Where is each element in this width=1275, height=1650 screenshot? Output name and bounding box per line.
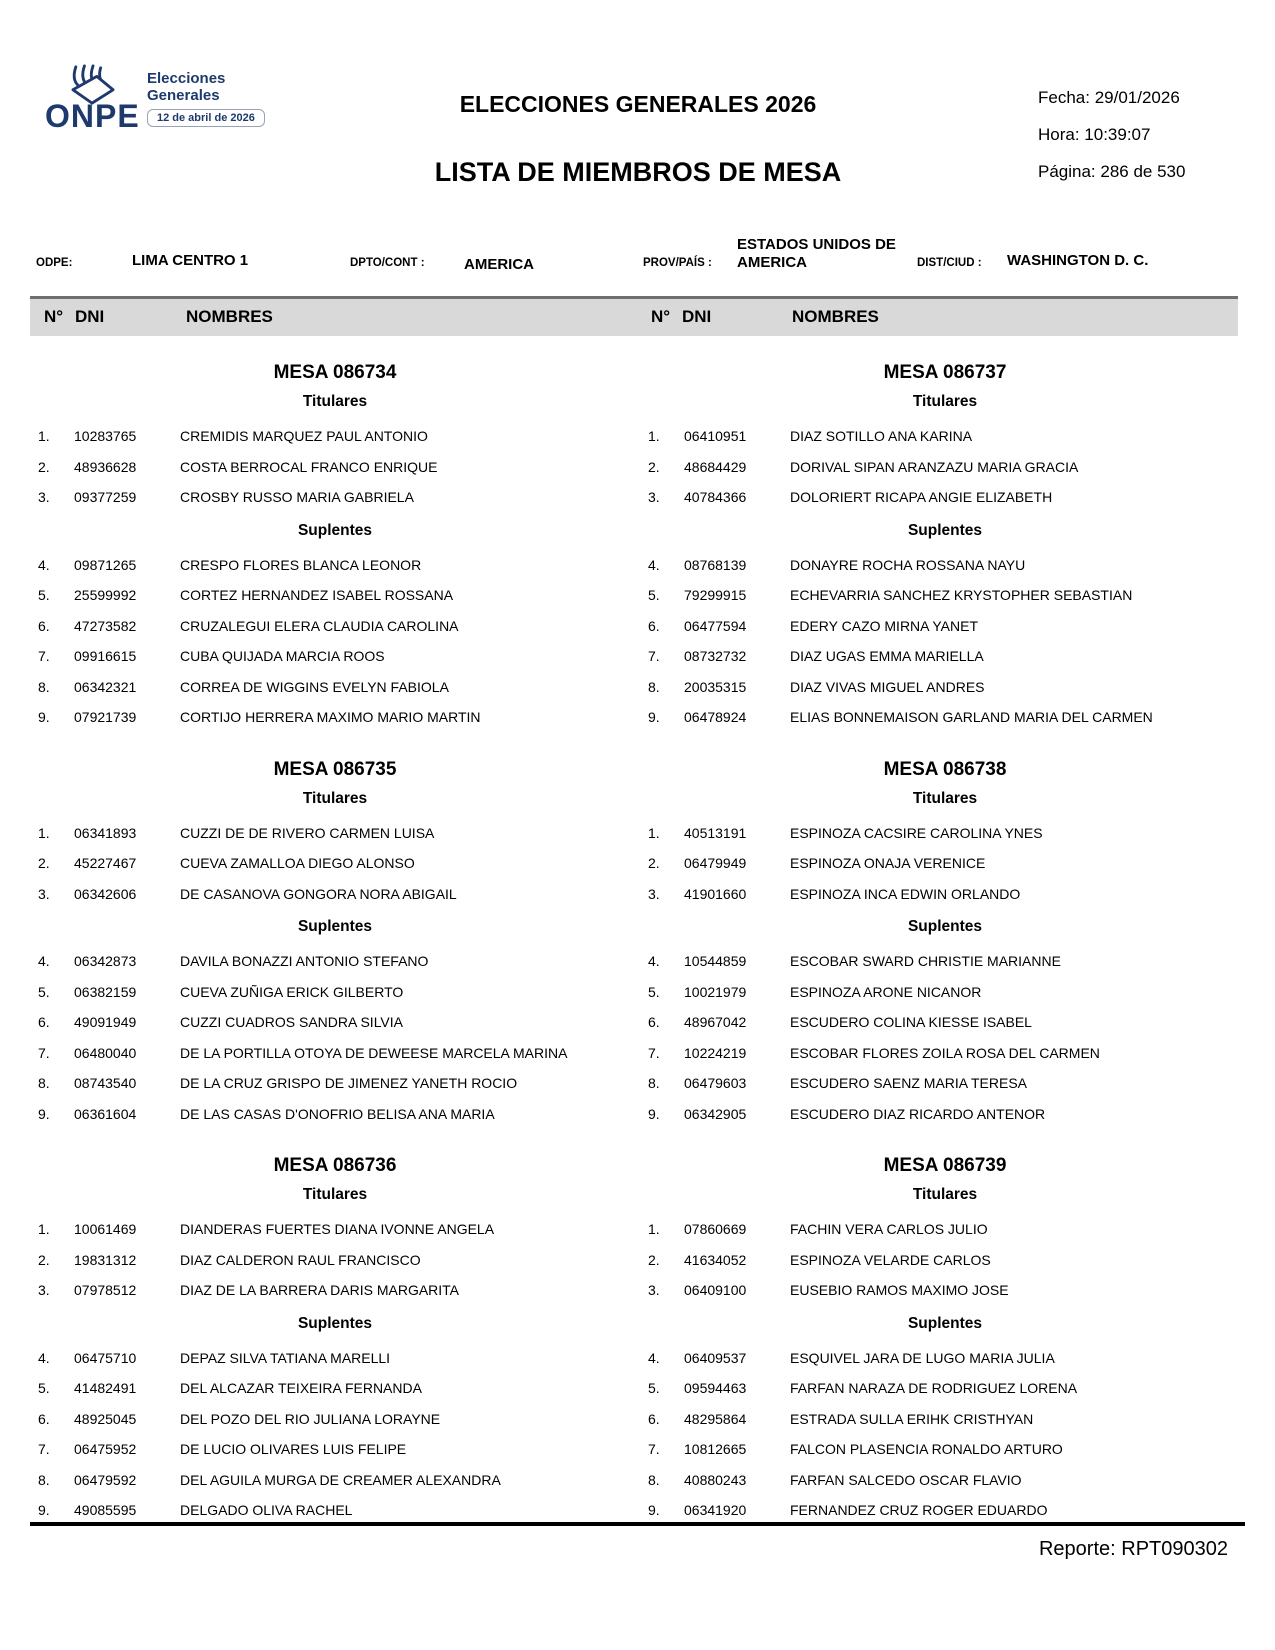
member-dni: 48925045 xyxy=(74,1410,137,1427)
member-row xyxy=(30,482,640,513)
member-dni: 06341920 xyxy=(684,1502,747,1519)
member-row xyxy=(640,879,1250,910)
odpe-label: ODPE: xyxy=(36,257,73,269)
member-dni: 25599992 xyxy=(74,587,137,604)
onpe-wordmark: ONPE xyxy=(45,98,140,134)
member-dni: 06479592 xyxy=(74,1471,137,1488)
col-header-dni: DNI xyxy=(75,307,105,326)
member-row xyxy=(640,977,1250,1008)
member-row xyxy=(640,1373,1250,1404)
member-row xyxy=(640,550,1250,581)
member-name: ESPINOZA CACSIRE CAROLINA YNES xyxy=(790,824,1043,841)
member-name: DE CASANOVA GONGORA NORA ABIGAIL xyxy=(180,885,457,902)
titulares-label: Titulares xyxy=(912,789,978,807)
member-name: ESPINOZA ONAJA VERENICE xyxy=(790,855,986,872)
member-name: ESCUDERO DIAZ RICARDO ANTENOR xyxy=(790,1105,1046,1122)
member-number: 1. xyxy=(38,824,50,841)
member-name: DEL ALCAZAR TEIXEIRA FERNANDA xyxy=(180,1380,422,1397)
member-name: DIANDERAS FUERTES DIANA IVONNE ANGELA xyxy=(180,1221,495,1238)
member-dni: 06475710 xyxy=(74,1349,137,1366)
member-row xyxy=(30,1007,640,1038)
member-dni: 07921739 xyxy=(74,709,137,726)
titulares-label: Titulares xyxy=(302,393,368,410)
mesa-column-right xyxy=(640,336,1250,1526)
member-dni: 48684429 xyxy=(684,458,747,475)
member-number: 1. xyxy=(38,428,50,445)
member-number: 9. xyxy=(38,709,50,726)
member-name: DONAYRE ROCHA ROSSANA NAYU xyxy=(790,556,1026,573)
member-name: DAVILA BONAZZI ANTONIO STEFANO xyxy=(180,953,429,970)
member-dni: 06475952 xyxy=(74,1441,137,1458)
member-row xyxy=(640,702,1250,733)
member-row xyxy=(640,1245,1250,1276)
member-dni: 08732732 xyxy=(684,648,747,665)
member-number: 1. xyxy=(648,1221,660,1238)
member-number: 7. xyxy=(648,1044,660,1061)
member-dni: 07978512 xyxy=(74,1282,137,1299)
member-number: 4. xyxy=(648,556,660,573)
member-name: FALCON PLASENCIA RONALDO ARTURO xyxy=(790,1441,1063,1458)
member-number: 5. xyxy=(648,1380,660,1397)
member-name: ELIAS BONNEMAISON GARLAND MARIA DEL CARMEN xyxy=(790,709,1153,726)
member-dni: 48295864 xyxy=(684,1410,747,1427)
member-dni: 40784366 xyxy=(684,489,747,506)
member-dni: 09916615 xyxy=(74,648,137,665)
report-code: Reporte: RPT090302 xyxy=(1038,1538,1228,1560)
logo-subtitle xyxy=(147,70,287,127)
titulares-label: Titulares xyxy=(912,1186,978,1203)
onpe-logo xyxy=(45,62,295,152)
member-dni: 06382159 xyxy=(74,983,137,1000)
member-number: 2. xyxy=(648,855,660,872)
member-row xyxy=(30,1214,640,1245)
member-number: 3. xyxy=(38,1282,50,1299)
member-row xyxy=(640,848,1250,879)
member-row xyxy=(640,946,1250,977)
mesa-block xyxy=(640,1129,1250,1526)
member-row xyxy=(30,946,640,977)
member-number: 5. xyxy=(648,983,660,1000)
mesa-title: MESA 086737 xyxy=(883,362,1007,383)
member-number: 4. xyxy=(38,1349,50,1366)
member-number: 5. xyxy=(38,1380,50,1397)
member-name: ESCOBAR FLORES ZOILA ROSA DEL CARMEN xyxy=(790,1044,1100,1061)
member-row xyxy=(30,421,640,452)
member-name: EUSEBIO RAMOS MAXIMO JOSE xyxy=(790,1282,1009,1299)
member-row xyxy=(30,818,640,849)
odpe-value: LIMA CENTRO 1 xyxy=(132,252,249,269)
member-dni: 06478924 xyxy=(684,709,747,726)
member-number: 8. xyxy=(38,678,50,695)
member-number: 4. xyxy=(38,953,50,970)
member-row xyxy=(640,421,1250,452)
member-dni: 41634052 xyxy=(684,1251,747,1268)
member-name: CRUZALEGUI ELERA CLAUDIA CAROLINA xyxy=(180,617,459,634)
member-number: 9. xyxy=(648,709,660,726)
col-header-nombres: NOMBRES xyxy=(792,307,879,326)
member-number: 6. xyxy=(38,617,50,634)
member-name: COSTA BERROCAL FRANCO ENRIQUE xyxy=(180,458,438,475)
member-row xyxy=(30,977,640,1008)
member-name: FERNANDEZ CRUZ ROGER EDUARDO xyxy=(790,1502,1048,1519)
member-number: 7. xyxy=(648,1441,660,1458)
suplentes-label: Suplentes xyxy=(297,918,373,935)
member-dni: 06342606 xyxy=(74,885,137,902)
member-name: DEL AGUILA MURGA DE CREAMER ALEXANDRA xyxy=(180,1471,501,1488)
member-name: DE LA PORTILLA OTOYA DE DEWEESE MARCELA MARINA xyxy=(180,1044,568,1061)
member-number: 3. xyxy=(648,885,660,902)
member-number: 4. xyxy=(38,556,50,573)
member-dni: 06477594 xyxy=(684,617,747,634)
election-date-badge: 12 de abril de 2026 xyxy=(147,109,265,127)
mesa-block xyxy=(640,336,1250,733)
member-number: 8. xyxy=(648,678,660,695)
member-name: ECHEVARRIA SANCHEZ KRYSTOPHER SEBASTIAN xyxy=(790,587,1133,604)
member-dni: 47273582 xyxy=(74,617,137,634)
mesa-title: MESA 086738 xyxy=(883,758,1007,780)
table-header-bar xyxy=(30,296,1238,336)
member-dni: 10283765 xyxy=(74,428,137,445)
member-row xyxy=(30,879,640,910)
member-row xyxy=(640,818,1250,849)
member-dni: 09594463 xyxy=(684,1380,747,1397)
member-dni: 06479603 xyxy=(684,1075,747,1092)
titulares-label: Titulares xyxy=(912,393,978,410)
member-name: ESCOBAR SWARD CHRISTIE MARIANNE xyxy=(790,953,1061,970)
member-dni: 10021979 xyxy=(684,983,747,1000)
mesa-block xyxy=(640,733,1250,1130)
member-row xyxy=(30,702,640,733)
logo-subtitle-line2: Generales xyxy=(147,87,220,104)
member-number: 5. xyxy=(38,587,50,604)
member-dni: 19831312 xyxy=(74,1251,137,1268)
member-row xyxy=(30,1099,640,1130)
member-number: 8. xyxy=(648,1075,660,1092)
member-name: ESCUDERO SAENZ MARIA TERESA xyxy=(790,1075,1028,1092)
member-dni: 06342321 xyxy=(74,678,137,695)
member-name: DIAZ SOTILLO ANA KARINA xyxy=(790,428,973,445)
mesa-title: MESA 086736 xyxy=(273,1155,397,1176)
member-name: FARFAN NARAZA DE RODRIGUEZ LORENA xyxy=(790,1380,1078,1397)
dist-value: WASHINGTON D. C. xyxy=(1007,252,1149,269)
member-dni: 06409537 xyxy=(684,1349,747,1366)
member-row xyxy=(30,1068,640,1099)
member-number: 8. xyxy=(648,1471,660,1488)
member-number: 4. xyxy=(648,953,660,970)
member-dni: 07860669 xyxy=(684,1221,747,1238)
titulares-label: Titulares xyxy=(302,789,368,807)
member-number: 6. xyxy=(648,1410,660,1427)
mesa-title: MESA 086734 xyxy=(273,362,397,383)
mesa-title: MESA 086739 xyxy=(883,1155,1007,1176)
mesa-block xyxy=(30,733,640,1130)
prov-label: PROV/PAÍS : xyxy=(643,257,712,269)
member-dni: 79299915 xyxy=(684,587,747,604)
member-dni: 06342905 xyxy=(684,1105,747,1122)
member-row xyxy=(640,452,1250,483)
member-name: DE LA CRUZ GRISPO DE JIMENEZ YANETH ROCIO xyxy=(180,1075,518,1092)
member-number: 8. xyxy=(38,1075,50,1092)
member-row xyxy=(30,672,640,703)
member-number: 3. xyxy=(38,489,50,506)
suplentes-label: Suplentes xyxy=(907,1314,983,1332)
member-row xyxy=(30,1343,640,1374)
member-number: 5. xyxy=(648,587,660,604)
report-meta xyxy=(1038,88,1185,199)
suplentes-label: Suplentes xyxy=(297,521,373,539)
member-row xyxy=(640,1495,1250,1526)
member-row xyxy=(30,848,640,879)
col-header-num: N° xyxy=(44,307,64,326)
member-row xyxy=(30,452,640,483)
member-number: 1. xyxy=(648,824,660,841)
member-dni: 45227467 xyxy=(74,855,137,872)
member-number: 6. xyxy=(38,1410,50,1427)
member-row xyxy=(640,641,1250,672)
dpto-label: DPTO/CONT : xyxy=(350,257,425,269)
col-header-num: N° xyxy=(651,307,671,326)
member-number: 2. xyxy=(38,855,50,872)
member-name: CUEVA ZUÑIGA ERICK GILBERTO xyxy=(180,983,404,1000)
member-number: 9. xyxy=(38,1105,50,1122)
member-row xyxy=(30,1465,640,1496)
member-number: 6. xyxy=(648,617,660,634)
mesa-block xyxy=(30,336,640,733)
member-dni: 06410951 xyxy=(684,428,747,445)
member-row xyxy=(640,1068,1250,1099)
logo-subtitle-line1: Elecciones xyxy=(147,70,226,87)
member-dni: 06361604 xyxy=(74,1105,137,1122)
member-name: EDERY CAZO MIRNA YANET xyxy=(790,617,979,634)
member-dni: 49091949 xyxy=(74,1014,137,1031)
mesa-column-left xyxy=(30,336,640,1526)
member-name: ESQUIVEL JARA DE LUGO MARIA JULIA xyxy=(790,1349,1055,1366)
prov-value: ESTADOS UNIDOS DE AMERICA xyxy=(737,236,896,271)
member-name: DORIVAL SIPAN ARANZAZU MARIA GRACIA xyxy=(790,458,1079,475)
member-row xyxy=(30,1038,640,1069)
member-dni: 09871265 xyxy=(74,556,137,573)
col-header-nombres: NOMBRES xyxy=(186,307,273,326)
member-number: 2. xyxy=(38,1251,50,1268)
member-name: DIAZ UGAS EMMA MARIELLA xyxy=(790,648,984,665)
member-row xyxy=(640,1099,1250,1130)
member-number: 7. xyxy=(38,1441,50,1458)
member-number: 6. xyxy=(648,1014,660,1031)
member-name: DE LUCIO OLIVARES LUIS FELIPE xyxy=(180,1441,407,1458)
member-row xyxy=(640,1404,1250,1435)
member-name: CUBA QUIJADA MARCIA ROOS xyxy=(180,648,385,665)
page-title: LISTA DE MIEMBROS DE MESA xyxy=(434,157,842,187)
member-number: 3. xyxy=(38,885,50,902)
member-name: DOLORIERT RICAPA ANGIE ELIZABETH xyxy=(790,489,1053,506)
member-dni: 41901660 xyxy=(684,885,747,902)
member-name: DEL POZO DEL RIO JULIANA LORAYNE xyxy=(180,1410,441,1427)
member-name: ESPINOZA VELARDE CARLOS xyxy=(790,1251,991,1268)
dpto-value: AMERICA xyxy=(464,256,534,273)
member-number: 7. xyxy=(648,648,660,665)
col-header-dni: DNI xyxy=(682,307,712,326)
member-dni: 40513191 xyxy=(684,824,747,841)
member-dni: 10812665 xyxy=(684,1441,747,1458)
member-dni: 06480040 xyxy=(74,1044,137,1061)
member-name: CORTEZ HERNANDEZ ISABEL ROSSANA xyxy=(180,587,454,604)
report-time: Hora: 10:39:07 xyxy=(1038,125,1151,144)
member-name: ESPINOZA INCA EDWIN ORLANDO xyxy=(790,885,1021,902)
suplentes-label: Suplentes xyxy=(907,918,983,935)
member-row xyxy=(640,1214,1250,1245)
member-dni: 40880243 xyxy=(684,1471,747,1488)
member-row xyxy=(30,611,640,642)
member-name: DIAZ DE LA BARRERA DARIS MARGARITA xyxy=(180,1282,460,1299)
member-number: 7. xyxy=(38,1044,50,1061)
member-name: DIAZ CALDERON RAUL FRANCISCO xyxy=(180,1251,421,1268)
member-number: 1. xyxy=(38,1221,50,1238)
titulares-label: Titulares xyxy=(302,1186,368,1203)
member-dni: 20035315 xyxy=(684,678,747,695)
member-number: 3. xyxy=(648,1282,660,1299)
member-name: CREMIDIS MARQUEZ PAUL ANTONIO xyxy=(180,428,428,445)
member-row xyxy=(640,482,1250,513)
member-dni: 41482491 xyxy=(74,1380,137,1397)
member-dni: 10224219 xyxy=(684,1044,747,1061)
suplentes-label: Suplentes xyxy=(907,521,983,539)
member-dni: 48936628 xyxy=(74,458,137,475)
member-name: CUZZI CUADROS SANDRA SILVIA xyxy=(180,1014,404,1031)
member-name: CRESPO FLORES BLANCA LEONOR xyxy=(180,556,422,573)
member-row xyxy=(30,641,640,672)
mesa-title: MESA 086735 xyxy=(273,758,397,780)
member-row xyxy=(30,1373,640,1404)
member-dni: 06479949 xyxy=(684,855,747,872)
member-row xyxy=(30,1434,640,1465)
member-name: ESPINOZA ARONE NICANOR xyxy=(790,983,982,1000)
member-row xyxy=(640,1465,1250,1496)
member-name: ESCUDERO COLINA KIESSE ISABEL xyxy=(790,1014,1032,1031)
member-name: CUZZI DE DE RIVERO CARMEN LUISA xyxy=(180,824,435,841)
member-row xyxy=(30,580,640,611)
member-row xyxy=(640,1275,1250,1306)
member-row xyxy=(30,1245,640,1276)
member-row xyxy=(640,672,1250,703)
suplentes-label: Suplentes xyxy=(297,1314,373,1332)
member-dni: 48967042 xyxy=(684,1014,747,1031)
member-number: 3. xyxy=(648,489,660,506)
member-row xyxy=(30,1495,640,1526)
mesa-block xyxy=(30,1129,640,1526)
member-number: 2. xyxy=(648,1251,660,1268)
member-number: 5. xyxy=(38,983,50,1000)
member-name: DEPAZ SILVA TATIANA MARELLI xyxy=(180,1349,391,1366)
member-row xyxy=(640,1343,1250,1374)
member-dni: 08743540 xyxy=(74,1075,137,1092)
member-number: 4. xyxy=(648,1349,660,1366)
member-dni: 49085595 xyxy=(74,1502,137,1519)
member-row xyxy=(640,580,1250,611)
report-title: ELECCIONES GENERALES 2026 xyxy=(459,91,817,117)
member-name: CUEVA ZAMALLOA DIEGO ALONSO xyxy=(180,855,415,872)
member-dni: 08768139 xyxy=(684,556,747,573)
member-name: FARFAN SALCEDO OSCAR FLAVIO xyxy=(790,1471,1022,1488)
member-dni: 06409100 xyxy=(684,1282,747,1299)
member-number: 1. xyxy=(648,428,660,445)
member-row xyxy=(640,1038,1250,1069)
member-number: 9. xyxy=(648,1105,660,1122)
member-name: DE LAS CASAS D'ONOFRIO BELISA ANA MARIA xyxy=(180,1105,495,1122)
member-dni: 06341893 xyxy=(74,824,137,841)
member-name: CORTIJO HERRERA MAXIMO MARIO MARTIN xyxy=(180,709,481,726)
member-number: 8. xyxy=(38,1471,50,1488)
member-number: 9. xyxy=(38,1502,50,1519)
member-row xyxy=(640,611,1250,642)
mesa-list xyxy=(30,336,1250,1526)
member-dni: 10544859 xyxy=(684,953,747,970)
member-number: 9. xyxy=(648,1502,660,1519)
member-name: ESTRADA SULLA ERIHK CRISTHYAN xyxy=(790,1410,1034,1427)
member-dni: 06342873 xyxy=(74,953,137,970)
report-page-number: Página: 286 de 530 xyxy=(1038,162,1186,181)
member-number: 7. xyxy=(38,648,50,665)
member-row xyxy=(640,1434,1250,1465)
member-number: 6. xyxy=(38,1014,50,1031)
member-dni: 10061469 xyxy=(74,1221,137,1238)
member-number: 2. xyxy=(648,458,660,475)
member-row xyxy=(30,550,640,581)
report-date: Fecha: 29/01/2026 xyxy=(1038,88,1180,107)
member-name: FACHIN VERA CARLOS JULIO xyxy=(790,1221,988,1238)
member-row xyxy=(30,1275,640,1306)
member-dni: 09377259 xyxy=(74,489,137,506)
member-number: 2. xyxy=(38,458,50,475)
member-name: DELGADO OLIVA RACHEL xyxy=(180,1502,353,1519)
dist-label: DIST/CIUD : xyxy=(917,257,982,269)
member-name: CORREA DE WIGGINS EVELYN FABIOLA xyxy=(180,678,449,695)
member-row xyxy=(30,1404,640,1435)
member-row xyxy=(640,1007,1250,1038)
member-name: DIAZ VIVAS MIGUEL ANDRES xyxy=(790,678,985,695)
member-name: CROSBY RUSSO MARIA GABRIELA xyxy=(180,489,414,506)
footer-divider xyxy=(30,1522,1245,1526)
